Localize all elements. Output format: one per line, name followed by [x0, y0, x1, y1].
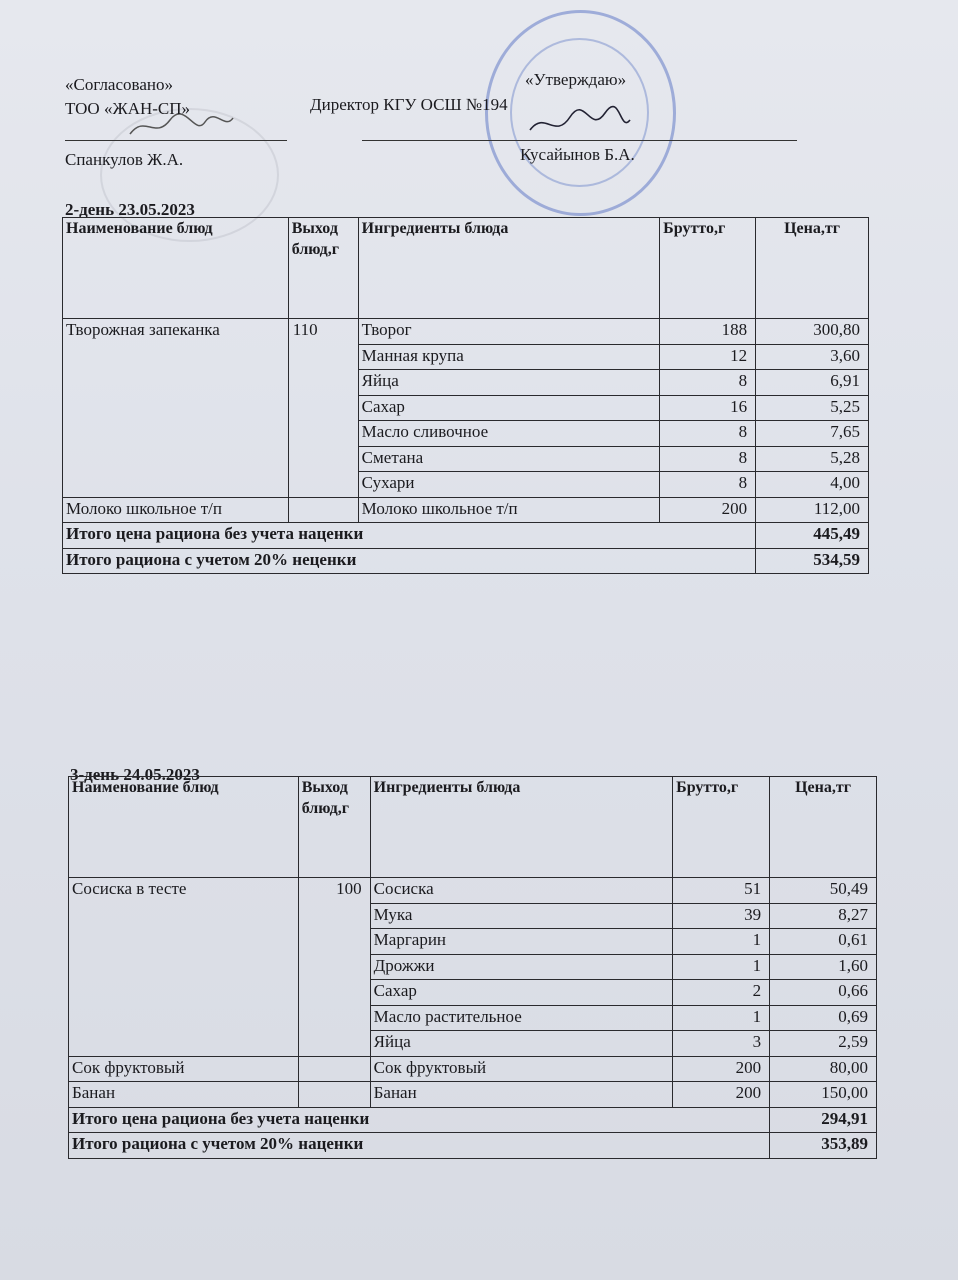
brutto: 8 [660, 446, 756, 472]
total-markup-value: 353,89 [770, 1133, 877, 1159]
brutto: 8 [660, 472, 756, 498]
brutto: 12 [660, 344, 756, 370]
dish-output [288, 497, 358, 523]
brutto: 200 [660, 497, 756, 523]
price: 4,00 [756, 472, 869, 498]
price: 2,59 [770, 1031, 877, 1057]
col-output: Выход блюд,г [298, 777, 370, 878]
table-row [69, 1082, 877, 1108]
day2-title: 2-день 23.05.2023 [65, 200, 195, 219]
ingredient: Сок фруктовый [370, 1056, 673, 1082]
col-dish: Наименование блюд [69, 777, 299, 878]
approve-person: Кусайынов Б.А. [520, 145, 635, 164]
table-row [69, 878, 877, 904]
col-dish: Наименование блюд [63, 218, 289, 319]
ingredient: Сахар [358, 395, 660, 421]
table-header-row [63, 218, 869, 319]
brutto: 3 [673, 1031, 770, 1057]
price: 1,60 [770, 954, 877, 980]
ingredient: Дрожжи [370, 954, 673, 980]
price: 5,28 [756, 446, 869, 472]
ingredient: Мука [370, 903, 673, 929]
brutto: 188 [660, 319, 756, 345]
brutto: 200 [673, 1082, 770, 1108]
table-row [63, 497, 869, 523]
day3-table [68, 776, 877, 1159]
approve-position: Директор КГУ ОСШ №194 [310, 95, 508, 114]
total-value: 294,91 [770, 1107, 877, 1133]
price: 300,80 [756, 319, 869, 345]
price: 0,66 [770, 980, 877, 1006]
signature-right [525, 105, 635, 145]
ingredient: Сухари [358, 472, 660, 498]
brutto: 8 [660, 421, 756, 447]
total-markup-label: Итого рациона с учетом 20% наценки [69, 1133, 770, 1159]
price: 7,65 [756, 421, 869, 447]
day2-table [62, 217, 869, 574]
brutto: 2 [673, 980, 770, 1006]
dish-name: Сосиска в тесте [69, 878, 299, 1057]
approve-title: «Утверждаю» [525, 70, 627, 89]
brutto: 1 [673, 1005, 770, 1031]
total-markup-row [63, 548, 869, 574]
table-row [63, 319, 869, 345]
col-ingredients: Ингредиенты блюда [370, 777, 673, 878]
dish-name: Сок фруктовый [69, 1056, 299, 1082]
dish-output [298, 1056, 370, 1082]
price: 50,49 [770, 878, 877, 904]
ingredient: Масло сливочное [358, 421, 660, 447]
approve-signature-line [362, 140, 797, 141]
total-row [69, 1107, 877, 1133]
ingredient: Яйца [358, 370, 660, 396]
total-markup-row [69, 1133, 877, 1159]
brutto: 8 [660, 370, 756, 396]
dish-output: 110 [288, 319, 358, 498]
price: 5,25 [756, 395, 869, 421]
price: 0,61 [770, 929, 877, 955]
brutto: 1 [673, 929, 770, 955]
ingredient: Маргарин [370, 929, 673, 955]
brutto: 1 [673, 954, 770, 980]
agreed-person: Спанкулов Ж.А. [65, 150, 184, 169]
ingredient: Яйца [370, 1031, 673, 1057]
brutto: 39 [673, 903, 770, 929]
brutto: 200 [673, 1056, 770, 1082]
ingredient: Масло растительное [370, 1005, 673, 1031]
ingredient: Сосиска [370, 878, 673, 904]
price: 150,00 [770, 1082, 877, 1108]
col-ingredients: Ингредиенты блюда [358, 218, 660, 319]
price: 80,00 [770, 1056, 877, 1082]
agreed-signature-line [65, 140, 287, 141]
brutto: 51 [673, 878, 770, 904]
ingredient: Сахар [370, 980, 673, 1006]
ingredient: Молоко школьное т/п [358, 497, 660, 523]
total-value: 445,49 [756, 523, 869, 549]
col-brutto: Брутто,г [673, 777, 770, 878]
total-label: Итого цена рациона без учета наценки [69, 1107, 770, 1133]
col-brutto: Брутто,г [660, 218, 756, 319]
dish-name: Молоко школьное т/п [63, 497, 289, 523]
total-row [63, 523, 869, 549]
agreed-title: «Согласовано» [65, 75, 173, 94]
total-markup-value: 534,59 [756, 548, 869, 574]
dish-output [298, 1082, 370, 1108]
col-output: Выход блюд,г [288, 218, 358, 319]
table-header-row [69, 777, 877, 878]
brutto: 16 [660, 395, 756, 421]
dish-name: Банан [69, 1082, 299, 1108]
total-markup-label: Итого рациона с учетом 20% неценки [63, 548, 756, 574]
price: 0,69 [770, 1005, 877, 1031]
ingredient: Манная крупа [358, 344, 660, 370]
dish-output: 100 [298, 878, 370, 1057]
total-label: Итого цена рациона без учета наценки [63, 523, 756, 549]
ingredient: Сметана [358, 446, 660, 472]
price: 112,00 [756, 497, 869, 523]
table-row [69, 1056, 877, 1082]
col-price: Цена,тг [756, 218, 869, 319]
price: 6,91 [756, 370, 869, 396]
agreed-org: ТОО «ЖАН-СП» [65, 99, 191, 118]
col-price: Цена,тг [770, 777, 877, 878]
dish-name: Творожная запеканка [63, 319, 289, 498]
price: 3,60 [756, 344, 869, 370]
ingredient: Банан [370, 1082, 673, 1108]
ingredient: Творог [358, 319, 660, 345]
price: 8,27 [770, 903, 877, 929]
day3-title: 3-день 24.05.2023 [70, 765, 200, 784]
